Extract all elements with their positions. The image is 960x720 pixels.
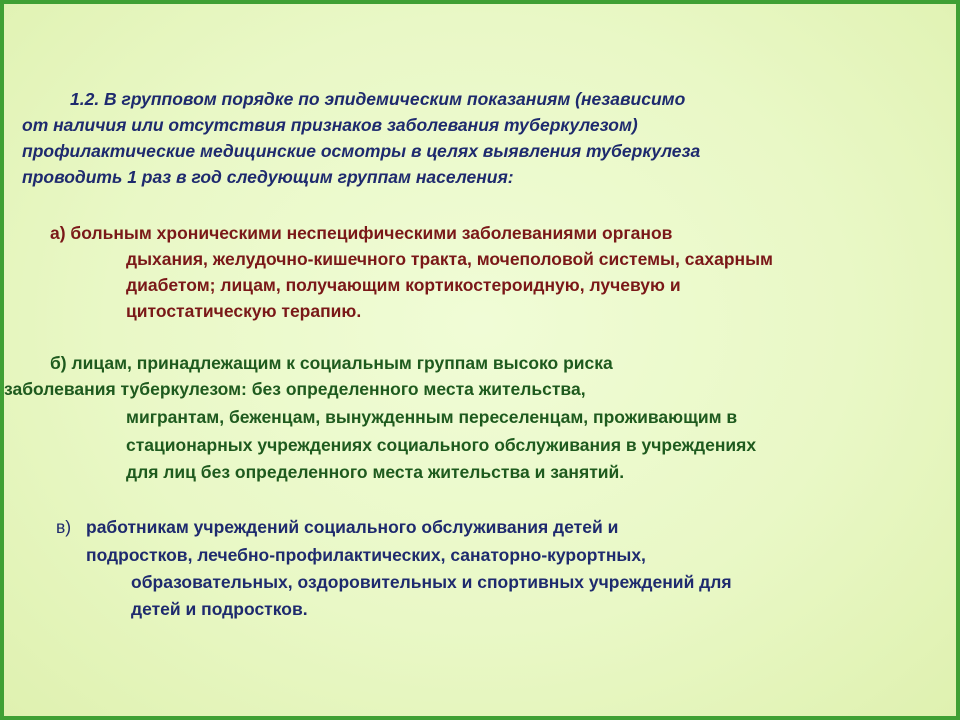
intro-line-4: проводить 1 раз в год следующим группам населения: — [22, 167, 514, 187]
group-b-line-4: стационарных учреждениях социального обслуживания в учреждениях — [126, 435, 757, 455]
intro-line-1: 1.2. В групповом порядке по эпидемическим показаниям (независимо — [70, 89, 686, 109]
slide — [4, 4, 956, 716]
group-b-line-1: б) лицам, принадлежащим к социальным группам высоко риска — [50, 353, 613, 373]
group-b-line-5: для лиц без определенного места жительства и занятий. — [126, 462, 625, 482]
group-v-letter: в) — [56, 517, 72, 537]
group-a-line-1: а) больным хроническими неспецифическими заболеваниями органов — [50, 223, 673, 243]
group-a-line-2: дыхания, желудочно-кишечного тракта, мочеполовой системы, сахарным — [126, 249, 773, 269]
group-a-line-4: цитостатическую терапию. — [126, 301, 362, 321]
group-v-line-1: работникам учреждений социального обслуживания детей и — [86, 517, 619, 537]
group-v-line-2: подростков, лечебно-профилактических, санаторно-курортных, — [86, 545, 646, 565]
intro-line-2: от наличия или отсутствия признаков заболевания туберкулезом) — [22, 115, 638, 135]
intro-line-3: профилактические медицинские осмотры в целях выявления туберкулеза — [22, 141, 701, 161]
group-b-line-2: заболевания туберкулезом: без определенного места жительства, — [4, 379, 586, 399]
group-v-line-3: образовательных, оздоровительных и спортивных учреждений для — [131, 572, 732, 592]
group-v-line-4: детей и подростков. — [131, 599, 308, 619]
group-b-line-3: мигрантам, беженцам, вынужденным переселенцам, проживающим в — [126, 407, 738, 427]
group-a-line-3: диабетом; лицам, получающим кортикостероидную, лучевую и — [126, 275, 681, 295]
